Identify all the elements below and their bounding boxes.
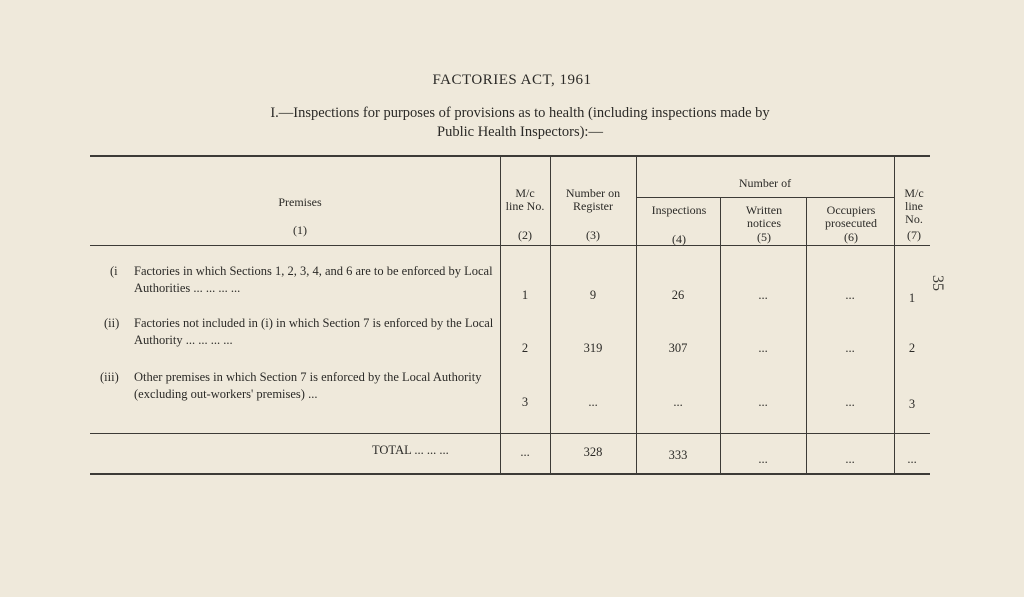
row-description: Factories not included in (i) in which Section 7 is enforced by the Local Authority ... ... ... ... <box>134 316 494 347</box>
cell-mc-line2: 3 <box>908 397 916 411</box>
col-divider <box>636 155 637 473</box>
cell-written: ... <box>758 288 768 302</box>
cell-occupiers: ... <box>845 341 855 355</box>
total-top-rule <box>90 433 930 434</box>
cell-inspections: 26 <box>671 288 685 302</box>
header-occupiers: Occupiers prosecuted <box>825 203 877 230</box>
cell-mc-line2: 2 <box>908 341 916 355</box>
document-title: FACTORIES ACT, 1961 <box>432 72 592 88</box>
cell-mc-line2: 1 <box>908 291 916 305</box>
cell-mc-line: 3 <box>521 395 529 409</box>
cell-written: ... <box>758 395 768 409</box>
header-written-num: (5) <box>757 230 771 244</box>
col-divider <box>894 155 895 473</box>
total-occupiers: ... <box>845 452 855 466</box>
row-number: (i <box>110 264 118 278</box>
cell-inspections: ... <box>673 395 683 409</box>
number-of-rule <box>636 197 894 198</box>
header-premises: Premises <box>278 195 322 209</box>
header-mc-line: M/c line No. <box>505 186 545 213</box>
total-register: 328 <box>583 445 603 459</box>
row-number: (iii) <box>100 370 119 384</box>
header-number-of: Number of <box>738 176 792 190</box>
col-divider <box>806 197 807 473</box>
header-occupiers-num: (6) <box>844 230 858 244</box>
total-mc-line: ... <box>520 445 530 459</box>
header-premises-num: (1) <box>293 223 307 237</box>
header-written: Written notices <box>745 203 783 230</box>
row-number: (ii) <box>104 316 120 330</box>
header-mc-line2-num: (7) <box>907 228 921 242</box>
header-mc-line2: M/c line No. <box>904 186 924 226</box>
cell-inspections: 307 <box>668 341 688 355</box>
table-top-rule <box>90 155 930 157</box>
total-label: TOTAL ... ... ... <box>372 443 449 457</box>
page-number: 35 <box>929 275 946 291</box>
header-register: Number on Register <box>565 186 621 213</box>
row-description: Factories in which Sections 1, 2, 3, 4, and 6 are to be enforced by Local Authorities ... ... ... ... <box>134 264 493 295</box>
inspections-table <box>90 155 930 485</box>
header-inspections-num: (4) <box>672 232 686 246</box>
header-register-num: (3) <box>586 228 600 242</box>
cell-register: 9 <box>589 288 597 302</box>
total-inspections: 333 <box>668 448 688 462</box>
cell-occupiers: ... <box>845 288 855 302</box>
cell-register: ... <box>588 395 598 409</box>
cell-mc-line: 1 <box>521 288 529 302</box>
header-mc-line-num: (2) <box>518 228 532 242</box>
cell-written: ... <box>758 341 768 355</box>
col-divider <box>500 155 501 473</box>
cell-register: 319 <box>583 341 603 355</box>
table-bottom-rule <box>90 473 930 475</box>
total-mc-line2: ... <box>907 452 917 466</box>
cell-mc-line: 2 <box>521 341 529 355</box>
header-bottom-rule <box>90 245 930 246</box>
total-written: ... <box>758 452 768 466</box>
col-divider <box>720 197 721 473</box>
table-caption: I.—Inspections for purposes of provisions as to health (including inspections made by Public Health Inspectors):— <box>270 105 770 140</box>
header-inspections: Inspections <box>651 203 707 217</box>
col-divider <box>550 155 551 473</box>
row-description: Other premises in which Section 7 is enforced by the Local Authority (excluding out-workers' premises) ... <box>134 370 482 401</box>
cell-occupiers: ... <box>845 395 855 409</box>
